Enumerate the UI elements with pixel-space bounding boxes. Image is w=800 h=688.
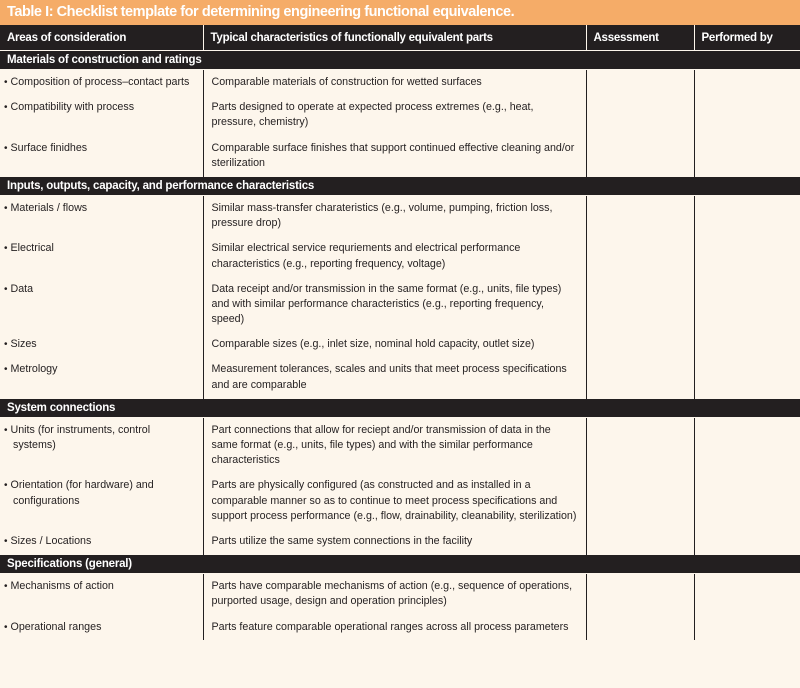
cell-characteristics: Data receipt and/or transmission in the same format (e.g., units, file types) and with similar performance characteristics (e.g., reporting frequency, speed): [203, 277, 586, 333]
cell-assessment[interactable]: [586, 615, 694, 640]
cell-assessment[interactable]: [586, 332, 694, 357]
cell-performed-by[interactable]: [694, 417, 800, 473]
section-heading: Specifications (general): [0, 555, 800, 574]
column-header-performed-by: Performed by: [694, 25, 800, 51]
cell-characteristics: Similar electrical service requriements and electrical performance characteristics (e.g., reporting frequency, voltage): [203, 236, 586, 276]
table-row: [0, 417, 800, 473]
cell-characteristics: Comparable sizes (e.g., inlet size, nominal hold capacity, outlet size): [203, 332, 586, 357]
cell-performed-by[interactable]: [694, 136, 800, 177]
section-header-row: [0, 398, 800, 417]
cell-performed-by[interactable]: [694, 529, 800, 555]
cell-performed-by[interactable]: [694, 574, 800, 615]
cell-performed-by[interactable]: [694, 357, 800, 398]
cell-area-label: Operational ranges: [10, 620, 102, 633]
cell-area-label: Units (for instruments, control systems): [10, 423, 151, 451]
section-header-row: [0, 51, 800, 70]
table-body: [0, 51, 800, 640]
cell-characteristics: Comparable surface finishes that support continued effective cleaning and/or sterilization: [203, 136, 586, 177]
cell-assessment[interactable]: [586, 277, 694, 333]
bullet-icon: •: [4, 202, 8, 214]
bullet-icon: •: [4, 480, 8, 492]
cell-characteristics: Similar mass-transfer charateristics (e.g., volume, pumping, friction loss, pressure drop): [203, 195, 586, 236]
section-heading: System connections: [0, 398, 800, 417]
cell-characteristics: Comparable materials of construction for wetted surfaces: [203, 70, 586, 96]
bullet-icon: •: [4, 621, 8, 633]
column-header-characteristics: Typical characteristics of functionally equivalent parts: [203, 25, 586, 51]
section-heading: Materials of construction and ratings: [0, 51, 800, 70]
table-title: Table I: Checklist template for determining engineering functional equivalence.: [7, 4, 515, 21]
cell-assessment[interactable]: [586, 136, 694, 177]
bullet-icon: •: [4, 142, 8, 154]
cell-area: [0, 529, 203, 555]
cell-area-label: Sizes / Locations: [10, 534, 92, 547]
cell-area: [0, 70, 203, 96]
cell-assessment[interactable]: [586, 357, 694, 398]
bullet-icon: •: [4, 364, 8, 376]
cell-performed-by[interactable]: [694, 277, 800, 333]
cell-assessment[interactable]: [586, 236, 694, 276]
table-row: [0, 70, 800, 96]
bullet-icon: •: [4, 243, 8, 255]
bullet-icon: •: [4, 424, 8, 436]
table-head: [0, 25, 800, 51]
cell-characteristics: Parts are physically configured (as constructed and as installed in a comparable manner so as to continue to meet process specifications and support process performance (e.g., flow, drainability, cleanability, sterilization): [203, 473, 586, 529]
cell-assessment[interactable]: [586, 195, 694, 236]
cell-area: [0, 277, 203, 333]
table-row: [0, 357, 800, 398]
table-row: [0, 574, 800, 615]
table-row: [0, 615, 800, 640]
bullet-icon: •: [4, 283, 8, 295]
cell-assessment[interactable]: [586, 417, 694, 473]
table-row: [0, 95, 800, 135]
cell-area: [0, 136, 203, 177]
table-row: [0, 529, 800, 555]
bullet-icon: •: [4, 535, 8, 547]
cell-assessment[interactable]: [586, 529, 694, 555]
section-heading: Inputs, outputs, capacity, and performance characteristics: [0, 176, 800, 195]
cell-performed-by[interactable]: [694, 615, 800, 640]
cell-area: [0, 236, 203, 276]
table-row: [0, 136, 800, 177]
cell-characteristics: Parts feature comparable operational ranges across all process parameters: [203, 615, 586, 640]
cell-performed-by[interactable]: [694, 473, 800, 529]
bullet-icon: •: [4, 102, 8, 114]
checklist-table: [0, 25, 800, 640]
cell-area: [0, 574, 203, 615]
cell-area-label: Electrical: [10, 242, 54, 255]
cell-area-label: Surface finidhes: [10, 141, 88, 154]
table-row: [0, 332, 800, 357]
left-edge-strip: [0, 0, 3, 25]
cell-area-label: Orientation (for hardware) and configurations: [10, 479, 154, 507]
table-row: [0, 277, 800, 333]
cell-area: [0, 195, 203, 236]
cell-characteristics: Measurement tolerances, scales and units that meet process specifications and are comparable: [203, 357, 586, 398]
cell-performed-by[interactable]: [694, 95, 800, 135]
table-title-band: [0, 0, 800, 25]
bullet-icon: •: [4, 581, 8, 593]
column-header-assessment: Assessment: [586, 25, 694, 51]
cell-assessment[interactable]: [586, 95, 694, 135]
cell-performed-by[interactable]: [694, 195, 800, 236]
cell-performed-by[interactable]: [694, 70, 800, 96]
cell-area: [0, 332, 203, 357]
column-header-area: Areas of consideration: [0, 25, 203, 51]
cell-area-label: Mechanisms of action: [10, 580, 114, 593]
cell-area-label: Sizes: [10, 338, 37, 351]
cell-characteristics: Parts have comparable mechanisms of action (e.g., sequence of operations, purported usage, design and operation principles): [203, 574, 586, 615]
cell-performed-by[interactable]: [694, 236, 800, 276]
cell-area: [0, 357, 203, 398]
table-row: [0, 195, 800, 236]
column-header-row: [0, 25, 800, 51]
table-row: [0, 473, 800, 529]
cell-characteristics: Part connections that allow for reciept and/or transmission of data in the same format (e.g., units, file types) and with the similar performance characteristics: [203, 417, 586, 473]
cell-area-label: Compatibility with process: [10, 101, 135, 114]
cell-assessment[interactable]: [586, 70, 694, 96]
bullet-icon: •: [4, 77, 8, 88]
cell-characteristics: Parts designed to operate at expected process extremes (e.g., heat, pressure, chemistry): [203, 95, 586, 135]
cell-area-label: Materials / flows: [10, 201, 88, 214]
table-row: [0, 236, 800, 276]
cell-assessment[interactable]: [586, 473, 694, 529]
section-header-row: [0, 176, 800, 195]
cell-assessment[interactable]: [586, 574, 694, 615]
cell-area: [0, 95, 203, 135]
bullet-icon: •: [4, 339, 8, 351]
cell-area-label: Metrology: [10, 363, 58, 376]
section-header-row: [0, 555, 800, 574]
cell-characteristics: Parts utilize the same system connections in the facility: [203, 529, 586, 555]
cell-performed-by[interactable]: [694, 332, 800, 357]
cell-area: [0, 417, 203, 473]
cell-area-label: Composition of process–contact parts: [10, 76, 190, 88]
cell-area: [0, 615, 203, 640]
cell-area: [0, 473, 203, 529]
cell-area-label: Data: [10, 282, 34, 295]
